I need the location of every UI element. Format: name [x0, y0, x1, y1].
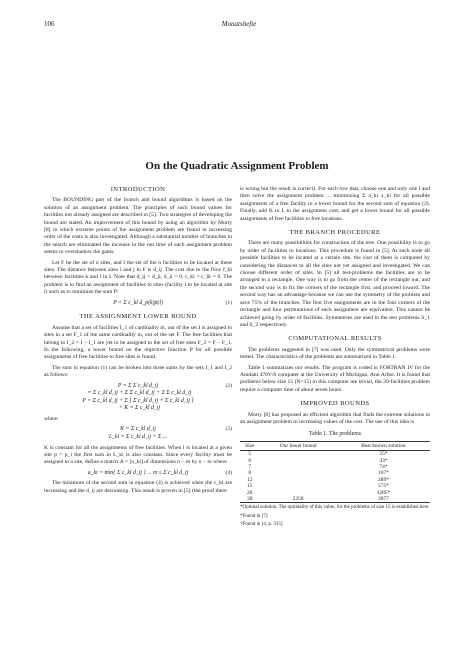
paragraph: The BOUNDING part of the branch and bound algorithms is based on the solution of an assignment problem. The principles of such bound values for facilities not already assigned are described in [5]. Two strategies of developing the bound are stated. An improvement of this bound by using an algorithm by Murty [8] in which extreme points of the assignment problem are found in increasing order of the costs is also investigated. Although a substantial number of branches in the search are eliminated the increase in the run time of each assignment problem seems to overshadow the gains. — [44, 197, 232, 256]
right-column — [240, 186, 430, 528]
left-column — [44, 186, 232, 498]
table-cell: 25* — [379, 451, 388, 458]
running-header — [44, 20, 434, 32]
table-cell: 1285* — [376, 489, 391, 496]
table-cell: 107* — [378, 470, 389, 477]
section-heading-branch: THE BRANCH PROCEDURE — [289, 229, 381, 237]
table-cell: 289* — [378, 476, 389, 483]
table-cell: 43* — [379, 457, 388, 464]
section-heading-lower-bound: THE ASSIGNMENT LOWER BOUND — [79, 313, 197, 321]
equation-body: K = Σ c_kl d_ij L_ki = Σ c_kl d_ij + Σ ... — [108, 426, 168, 440]
table-row — [240, 451, 430, 458]
equation-number: (2) — [225, 382, 232, 389]
table-title: Table 1. The problems — [309, 431, 361, 438]
paragraph: Murty [8] has proposed an efficient algorithm that finds the extreme solutions to an assignment problem in increasing values of the cost. The use of this idea is — [240, 411, 430, 425]
table-row — [240, 496, 430, 503]
paragraph: Assume that a set of facilities I_1 of cardinality m, out of the set I is assigned to sites in a set F_1 of the same cardinality m, out of the set F. The free facilities that belong to I_2 = I − I_1 are yet to be assigned to the set of free sites F_2 = F − F_1. In the following, a lower bound on the objective function P for all possible assignments of free facilities to free sites is found. — [44, 324, 232, 361]
section-heading-introduction: INTRODUCTION — [110, 186, 166, 193]
table-header-cell: Best known solution — [337, 441, 430, 450]
table-cell: 575* — [378, 483, 389, 490]
equation-number: (1) — [225, 299, 232, 306]
table-cell: 5 — [248, 451, 252, 458]
table-cell: 74* — [379, 464, 388, 470]
table-cell — [259, 451, 336, 458]
paragraph: There are many possibilities for construction of the tree. One possibility is to go by order of facilities to locations. This procedure is found in [5]. At each node all possible facilities to be located at a certain site, the cost of them is computed by considering the distances to all the sites not yet assigned and investigated. We can choose different order of sites. In [5] all test-problems the facilities are to be arranged in a rectangle. One way is to go from the center of the rectangle out, and the second way is to fix the corners of the rectangle first, and proceed inward. The second way has an advantage because we can use the symmetry of the problem and save 75% of the branches. The first five assignments are in the four corners of the rectangle and four permutations of each assignment are equivalent. This cannot be achieved going by order of facilities. Symmetries are used in the test problems S_1 and S_2 respectively. — [240, 240, 430, 328]
table-cell: 12 — [247, 476, 253, 483]
paragraph: is wrong but the result is correct). For each row that, choose one and only one l and then solve the assignment problem ... minimizing Σ a_ki x_ki for all possible assignments of a free facility to a lower bound for the second sum of equation (2). Finally, add K to L to the assignment cost, and get a lower bound for all possible assignments of free facilities to free locations. — [240, 186, 430, 222]
results-table — [240, 441, 430, 504]
table-cell: 7 — [248, 464, 252, 470]
table-header-cell: Size — [240, 441, 259, 450]
equation-body: a_ki = min{ Σ c_kl d_ij } ... m ≤ Σ c_kl d_ij — [87, 469, 189, 476]
table-header-cell: Our lower bound — [259, 441, 336, 450]
where-label: where — [44, 415, 58, 422]
paragraph: The problems suggested in [7] was used. Only the symmetrical problems were tested. The characteristics of the problems are summarized in Table 1. — [240, 346, 430, 361]
table-cell: 3077 — [337, 496, 430, 503]
equation-1 — [44, 300, 232, 308]
equation-4 — [44, 470, 232, 478]
table-footnote: *Optimal solution. The optimality of this value, for the problems of size 15 is established here — [240, 505, 429, 511]
table-cell: 2258 — [259, 496, 336, 503]
table-cell: 6 — [248, 457, 252, 464]
equation-body: P = Σ Σ c_kl d_ij = Σ c_kl d_ij + Σ Σ c_kl d_ij + Σ Σ c_kl d_ij P = Σ c_kl d_ij + Σ [ Σ c_kl d_ij + Σ c_kl d_ij ] + K = Σ c_kl d_ij — [82, 382, 194, 412]
table-footnote: *Found in [7] — [240, 513, 268, 519]
equation-number: (4) — [225, 469, 232, 476]
paragraph: Let F be the set of n sites, and I the set of the n facilities to be located at these sites. The distance between sites i and j in F is d_ij. The cost due to the flow f_kl between facilities k and l in I. Note that d_ij = d_ji, d_ii = 0, c_kl = c_lk = 0. The problem is to find an assignment of facilities to sites (facility l to be located at site i) such as to minimize the sum P: — [44, 259, 232, 296]
equation-2 — [44, 383, 232, 413]
paragraph: The minimum of the second sum in equation (4) is achieved when the c_kl are increasing and the d_ij are decreasing. This result is proven in [5] (the proof there — [44, 480, 232, 494]
table-cell: 8 — [248, 470, 252, 477]
paragraph: K is constant for all the assignments of free facilities. When l is located at a given site p = p_l the first sum in L_ki is also constant. Since every facility must be assigned to a site, define a matrix A = [a_ki] of dimensions n − m by n − m where — [44, 444, 232, 466]
paragraph: The sum in equation (1) can be broken into three sums by the sets I_1 and I_2 as follows: — [44, 364, 232, 379]
section-heading-improved: IMPROVED BOUNDS — [300, 400, 370, 408]
table-cell: 15 — [247, 483, 253, 490]
table-body — [240, 451, 430, 503]
table-cell: 20 — [247, 489, 253, 496]
equation-body: P = Σ c_kl d_p(k)p(l) — [113, 299, 163, 306]
table-cell: 30 — [240, 496, 259, 503]
equation-number: (3) — [225, 426, 232, 433]
section-heading-computational: COMPUTATIONAL RESULTS — [288, 335, 382, 343]
paper-title: On the Quadratic Assignment Problem — [145, 160, 329, 172]
paragraph: Table 1 summarizes our results. The program is coded in FORTRAN IV for the Amdahl 470V/6 computer at the University of Michigan, Ann Arbor. It is found that problems below size 15 (N=15) in this computer are trivial, the 20-facilities problem require a computer time of about seven hours. — [240, 364, 430, 393]
table-header-row — [240, 441, 430, 450]
page-number: 106 — [44, 20, 55, 28]
table-footnote: †Found in [4, p. 315] — [240, 521, 283, 527]
journal-name: Monatshefte — [221, 20, 257, 28]
equation-3 — [44, 426, 232, 441]
